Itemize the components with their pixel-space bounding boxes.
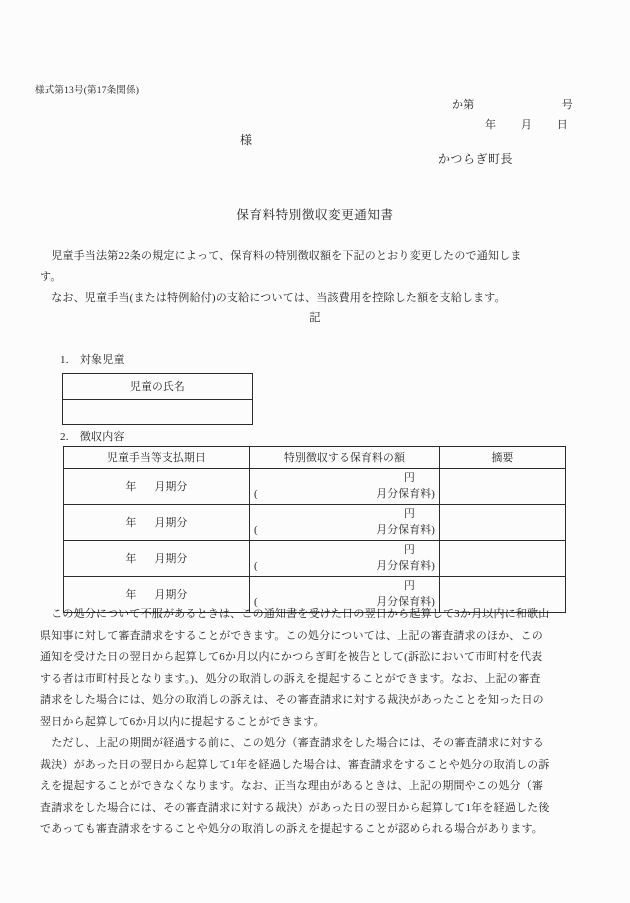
column-header-amount: 特別徴収する保育料の額 xyxy=(250,447,440,469)
collection-table-header-row xyxy=(64,447,566,469)
date-year-label: 年 xyxy=(485,119,497,131)
year-label: 年 xyxy=(125,589,137,601)
table-row xyxy=(64,505,566,541)
form-code: 様式第13号(第17条関係) xyxy=(35,86,140,96)
year-label: 年 xyxy=(125,481,137,493)
intro-line: なお、児童手当(または特例給付)の支給については、当該費用を控除した額を支給します。 xyxy=(40,292,506,304)
amount-note-label: 月分保育料) xyxy=(376,596,435,608)
appeal-para1-line: 翌日から起算して6か月以内に提起することができます。 xyxy=(40,715,325,728)
date-month-label: 月 xyxy=(520,119,533,131)
paren-open: ( xyxy=(254,488,258,500)
intro-line: 児童手当法第22条の規定によって、保育料の特別徴収額を下記のとおり変更したので通知しま xyxy=(40,250,522,262)
column-header-remarks: 摘要 xyxy=(440,447,566,469)
collection-table xyxy=(63,446,566,613)
document-title: 保育料特別徴収変更通知書 xyxy=(236,208,394,222)
appeal-para1-line: 通知を受けた日の翌日から起算して6か月以内にかつらぎ町を被告として(訴訟において市町村を代表 xyxy=(40,651,543,663)
document-number-prefix: か第 xyxy=(452,99,475,111)
document-number-line xyxy=(452,96,573,112)
payment-period-cell xyxy=(64,505,250,541)
document-number-suffix: 号 xyxy=(561,99,573,111)
paren-open: ( xyxy=(254,596,258,608)
remarks-cell xyxy=(440,469,566,505)
appeal-para2-line: 査請求をした場合には、その審査請求に対する裁決）があった日の翌日から起算して1年を経過した後 xyxy=(40,801,550,814)
appeal-para1-line: する者は市町村長となります。)、処分の取消しの訴えを提起することができます。なお、上記の審査 xyxy=(40,672,541,685)
amount-unit-label: 円 xyxy=(404,580,415,592)
amount-note-label: 月分保育料) xyxy=(376,560,435,572)
appeal-para1-line: この処分について不服があるときは、この通知書を受けた日の翌日から起算して3か月以内に和歌山 xyxy=(40,608,550,620)
amount-note-label: 月分保育料) xyxy=(376,524,435,536)
table-row xyxy=(64,469,566,505)
paren-open: ( xyxy=(254,524,258,536)
amount-unit-label: 円 xyxy=(404,508,415,520)
amount-cell xyxy=(250,469,440,505)
record-marker: 記 xyxy=(309,312,321,324)
intro-paragraph xyxy=(40,246,590,309)
date-line xyxy=(485,116,568,132)
remarks-cell xyxy=(440,541,566,577)
appeal-para2-line: えを提起することができなくなります。なお、正当な理由があるときは、上記の期間やこの処分（審 xyxy=(40,780,544,792)
appeal-instructions xyxy=(40,604,592,841)
appeal-para1-line: 県知事に対して審査請求をすることができます。この処分については、上記の審査請求のほか、この xyxy=(40,629,543,642)
section2-heading: 2. 徴収内容 xyxy=(60,431,125,443)
child-name-value-cell xyxy=(63,400,253,425)
period-label: 月期分 xyxy=(154,481,188,493)
payment-period-cell xyxy=(64,469,250,505)
year-label: 年 xyxy=(125,553,137,565)
child-name-table xyxy=(62,373,253,425)
year-label: 年 xyxy=(125,517,137,529)
period-label: 月期分 xyxy=(154,553,188,565)
child-name-header-cell: 児童の氏名 xyxy=(63,374,253,400)
appeal-para2-line: であっても審査請求をすることや処分の取消しの訴えを提起することが認められる場合があります。 xyxy=(40,823,544,835)
table-row xyxy=(64,541,566,577)
amount-cell xyxy=(250,541,440,577)
sender-name: かつらぎ町長 xyxy=(438,152,514,166)
amount-note-label: 月分保育料) xyxy=(376,488,435,500)
period-label: 月期分 xyxy=(154,517,188,529)
paren-open: ( xyxy=(254,560,258,572)
section1-heading: 1. 対象児童 xyxy=(60,354,125,366)
intro-line: す。 xyxy=(40,271,62,283)
appeal-para1-line: 請求をした場合には、処分の取消しの訴えは、その審査請求に対する裁決があったことを知った日の xyxy=(40,694,544,706)
payment-period-cell xyxy=(64,541,250,577)
amount-cell xyxy=(250,505,440,541)
period-label: 月期分 xyxy=(154,589,188,601)
date-day-label: 日 xyxy=(556,119,568,131)
remarks-cell xyxy=(440,505,566,541)
appeal-para2-line: ただし、上記の期間が経過する前に、この処分（審査請求をした場合には、その審査請求に対する xyxy=(40,737,544,749)
appeal-para2-line: 裁決）があった日の翌日から起算して1年を経過した場合は、審査請求をすることや処分の取消しの訴 xyxy=(40,758,550,771)
amount-unit-label: 円 xyxy=(404,472,415,484)
addressee-honorific: 様 xyxy=(240,133,253,147)
amount-unit-label: 円 xyxy=(404,544,415,556)
column-header-payment-period: 児童手当等支払期日 xyxy=(64,447,250,469)
